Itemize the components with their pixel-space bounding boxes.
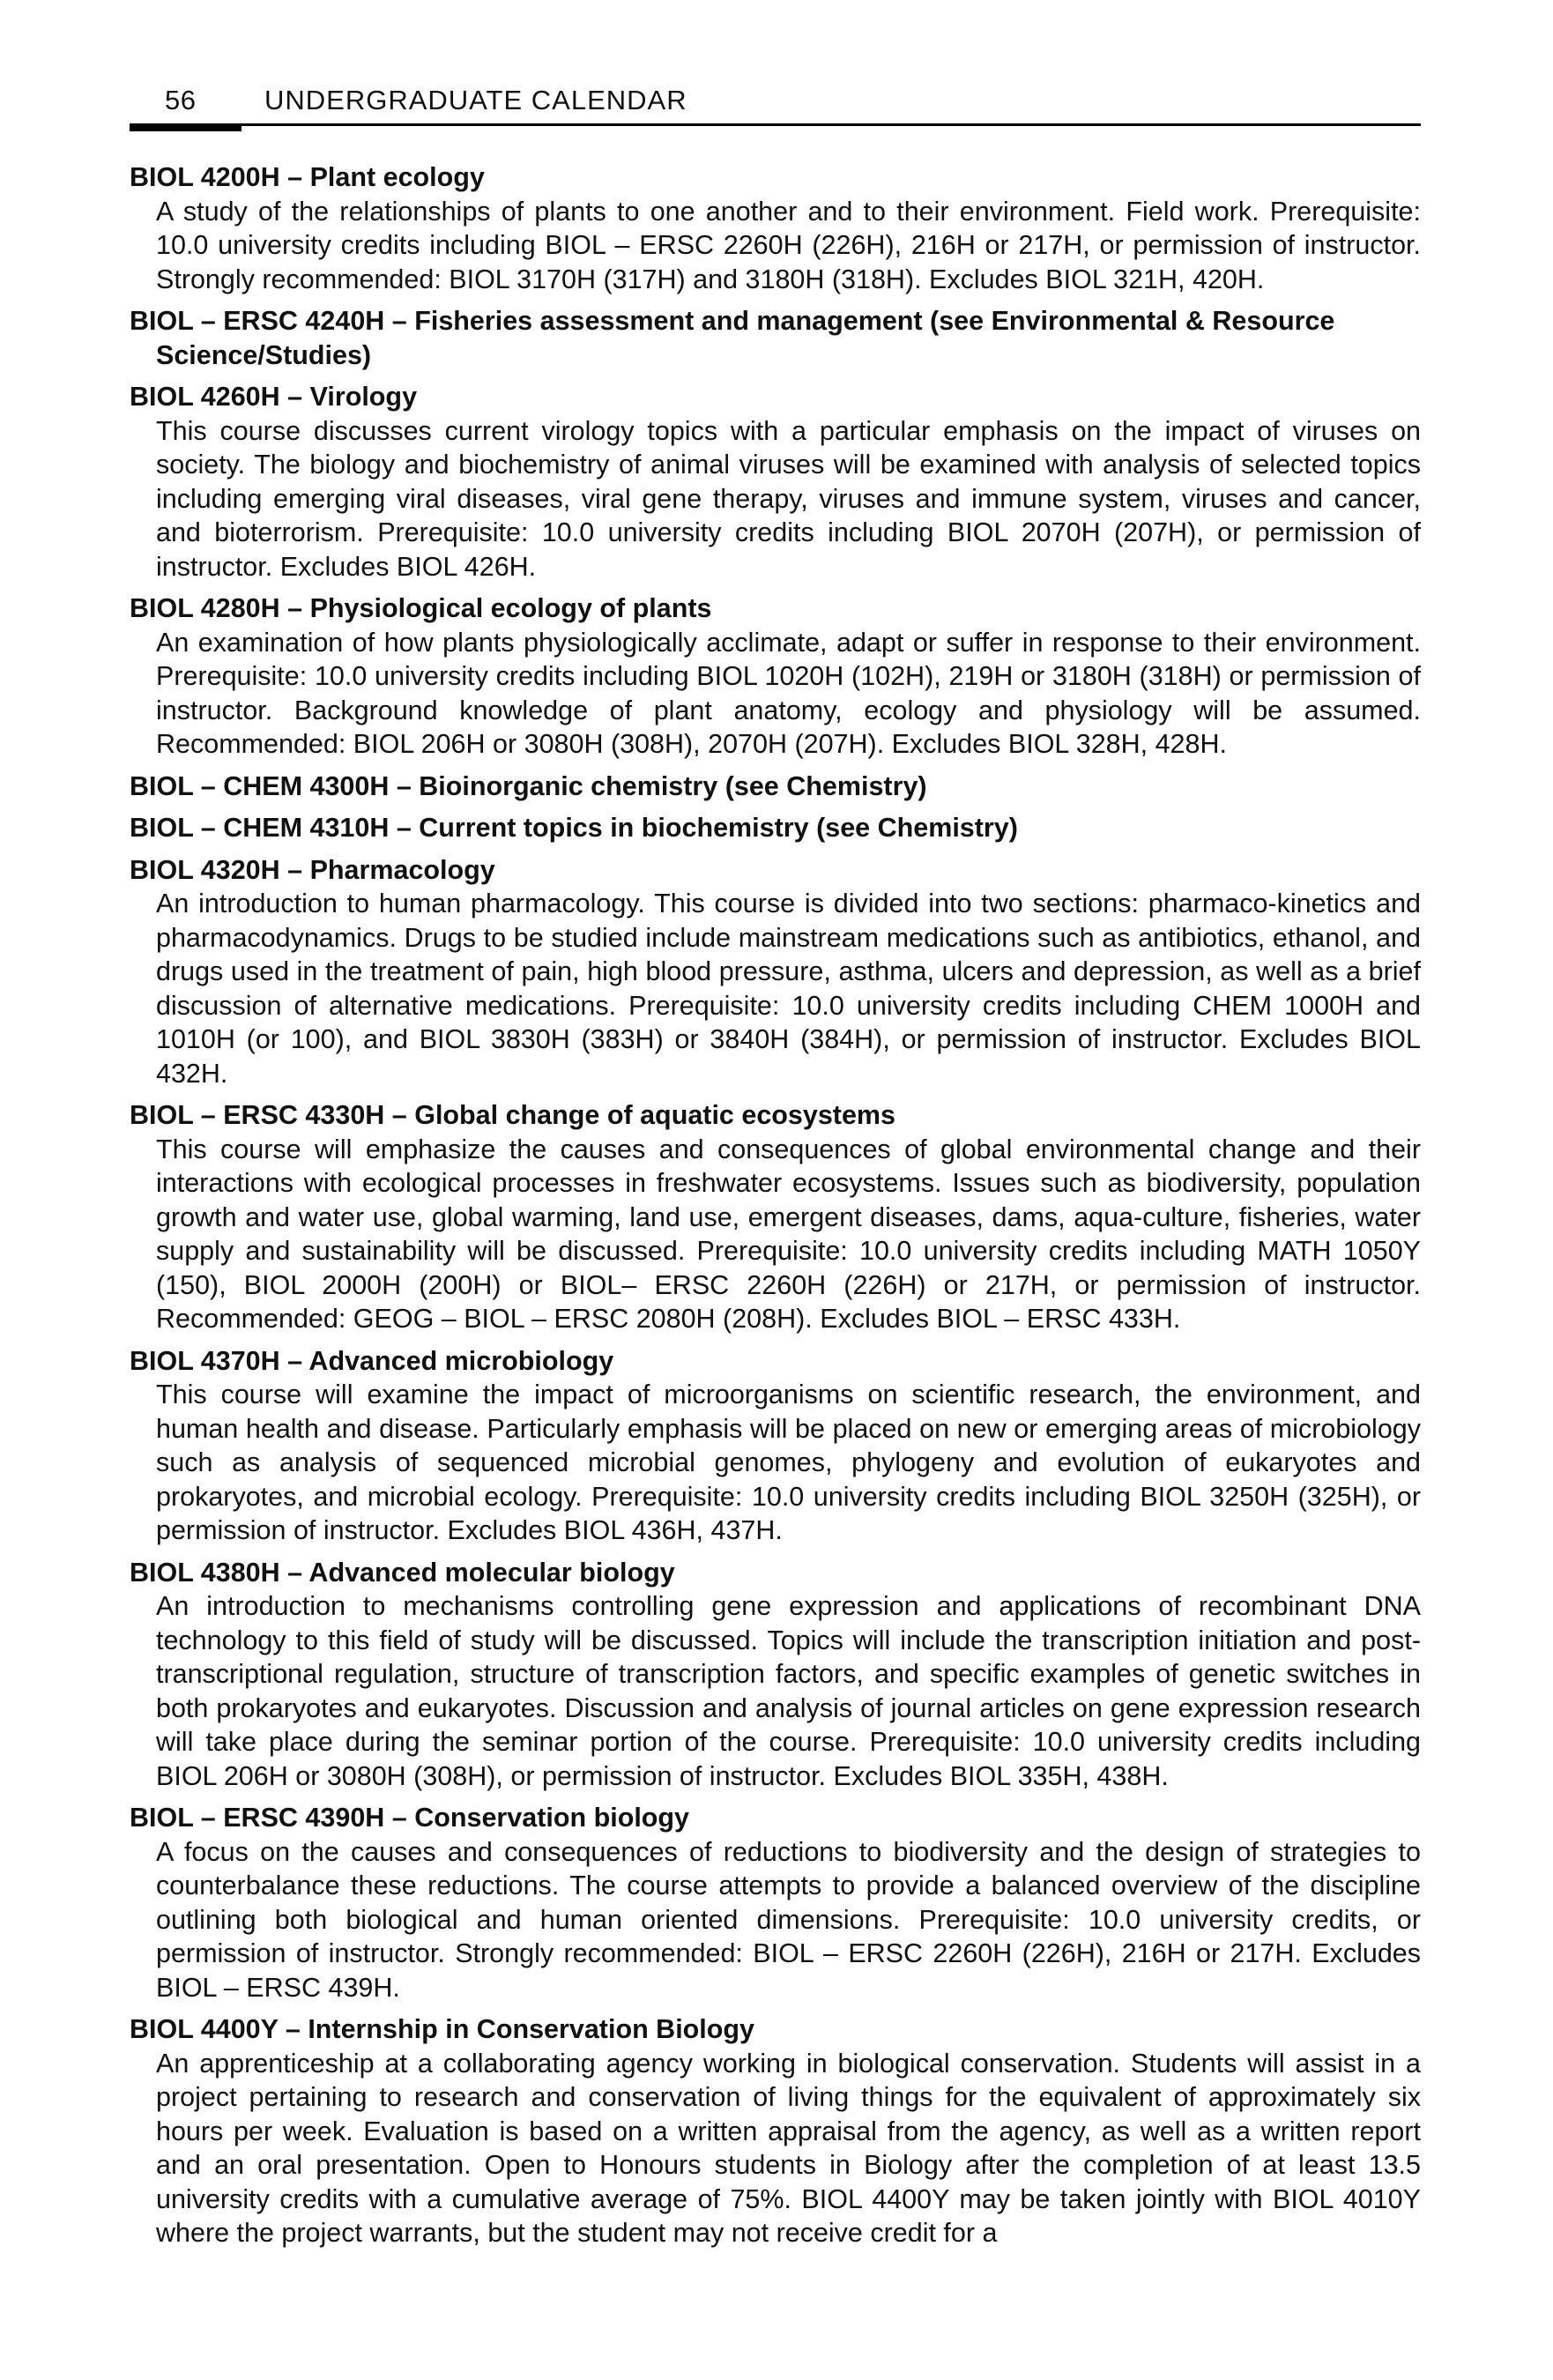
course-entry: [130, 853, 1421, 1091]
course-title: BIOL – ERSC 4390H – Conservation biology: [130, 1803, 690, 1833]
course-list: [130, 160, 1421, 2258]
course-description: An introduction to mechanisms controlling gene expression and applications of recombinant DNA technology to this field of study will be discussed. Topics will include the transcription initiation and post-transcriptional regulation, structure of transcription factors, and specific examples of genetic switches in both prokaryotes and eukaryotes. Discussion and analysis of journal articles on gene expression research will take place during the seminar portion of the course. Prerequisite: 10.0 university credits including BIOL 206H or 3080H (308H), or permission of instructor. Excludes BIOL 335H, 438H.: [156, 1591, 1421, 1791]
header-rule: [130, 123, 1421, 126]
calendar-page: [130, 0, 1421, 2380]
course-entry: [130, 380, 1421, 584]
course-title: BIOL 4260H – Virology: [130, 382, 418, 412]
course-description: This course will examine the impact of microorganisms on scientific research, the environment, and human health and disease. Particularly emphasis will be placed on new or emerging areas of microbiology such as analysis of sequenced microbial genomes, phylogeny and evolution of eukaryotes and prokaryotes, and microbial ecology. Prerequisite: 10.0 university credits including BIOL 3250H (325H), or permission of instructor. Excludes BIOL 436H, 437H.: [156, 1380, 1421, 1545]
course-title: BIOL 4320H – Pharmacology: [130, 854, 495, 885]
course-entry: [130, 2012, 1421, 2250]
course-entry: [130, 1098, 1421, 1336]
course-description: This course discusses current virology topics with a particular emphasis on the impact of viruses on society. The biology and biochemistry of animal viruses will be examined with analysis of selected topics including emerging viral diseases, viral gene therapy, viruses and immune system, viruses and cancer, and bioterrorism. Prerequisite: 10.0 university credits including BIOL 2070H (207H), or permission of instructor. Excludes BIOL 426H.: [156, 415, 1421, 582]
course-entry: [130, 770, 1421, 804]
course-title: BIOL – ERSC 4240H – Fisheries assessment and management (see Environmental & Resource Science/Studies): [130, 306, 1335, 370]
course-title: BIOL – ERSC 4330H – Global change of aquatic ecosystems: [130, 1100, 895, 1130]
course-title: BIOL 4370H – Advanced microbiology: [130, 1345, 614, 1376]
course-description: A focus on the causes and consequences of reductions to biodiversity and the design of strategies to counterbalance these reductions. The course attempts to provide a balanced overview of the discipline outlining both biological and human oriented dimensions. Prerequisite: 10.0 university credits, or permission of instructor. Strongly recommended: BIOL – ERSC 2260H (226H), 216H or 217H. Excludes BIOL – ERSC 439H.: [156, 1836, 1421, 2003]
course-title: BIOL – CHEM 4310H – Current topics in biochemistry (see Chemistry): [130, 813, 1018, 843]
course-description: An apprenticeship at a collaborating agency working in biological conservation. Students will assist in a project pertaining to research and conservation of living things for the equivalent of approximately six hours per week. Evaluation is based on a written appraisal from the agency, as well as a written report and an oral presentation. Open to Honours students in Biology after the completion of at least 13.5 university credits with a cumulative average of 75%. BIOL 4400Y may be taken jointly with BIOL 4010Y where the project warrants, but the student may not receive credit for a: [156, 2048, 1421, 2248]
page-header: [130, 81, 1421, 130]
course-description: An introduction to human pharmacology. This course is divided into two sections: pharmaco-kinetics and pharmacodynamics. Drugs to be studied include mainstream medications such as antibiotics, ethanol, and drugs used in the treatment of pain, high blood pressure, asthma, ulcers and depression, as well as a brief discussion of alternative medications. Prerequisite: 10.0 university credits including CHEM 1000H and 1010H (or 100), and BIOL 3830H (383H) or 3840H (384H), or permission of instructor. Excludes BIOL 432H.: [156, 889, 1421, 1089]
course-description: This course will emphasize the causes and consequences of global environmental change and their interactions with ecological processes in freshwater ecosystems. Issues such as biodiversity, population growth and water use, global warming, land use, emergent diseases, dams, aqua-culture, fisheries, water supply and sustainability will be discussed. Prerequisite: 10.0 university credits including MATH 1050Y (150), BIOL 2000H (200H) or BIOL– ERSC 2260H (226H) or 217H, or permission of instructor. Recommended: GEOG – BIOL – ERSC 2080H (208H). Excludes BIOL – ERSC 433H.: [156, 1134, 1421, 1334]
course-entry: [130, 1556, 1421, 1794]
course-entry: [130, 811, 1421, 845]
course-entry: [130, 304, 1421, 372]
course-entry: [130, 1801, 1421, 2004]
course-entry: [130, 160, 1421, 296]
running-head: UNDERGRADUATE CALENDAR: [264, 85, 687, 115]
course-entry: [130, 591, 1421, 762]
course-title: BIOL 4380H – Advanced molecular biology: [130, 1557, 675, 1588]
course-entry: [130, 1344, 1421, 1548]
course-title: BIOL 4280H – Physiological ecology of plants: [130, 593, 712, 623]
course-description: An examination of how plants physiologically acclimate, adapt or suffer in response to their environment. Prerequisite: 10.0 university credits including BIOL 1020H (102H), 219H or 3180H (318H) or permission of instructor. Background knowledge of plant anatomy, ecology and physiology will be assumed. Recommended: BIOL 206H or 3080H (308H), 2070H (207H). Excludes BIOL 328H, 428H.: [156, 627, 1421, 759]
header-rule-accent: [130, 123, 241, 131]
page-number: 56: [165, 85, 197, 115]
course-description: A study of the relationships of plants to one another and to their environment. Field work. Prerequisite: 10.0 university credits including BIOL – ERSC 2260H (226H), 216H or 217H, or permission of instructor. Strongly recommended: BIOL 3170H (317H) and 3180H (318H). Excludes BIOL 321H, 420H.: [156, 196, 1421, 294]
course-title: BIOL 4200H – Plant ecology: [130, 162, 485, 192]
course-title: BIOL – CHEM 4300H – Bioinorganic chemistry (see Chemistry): [130, 770, 927, 801]
course-title: BIOL 4400Y – Internship in Conservation Biology: [130, 2014, 755, 2044]
